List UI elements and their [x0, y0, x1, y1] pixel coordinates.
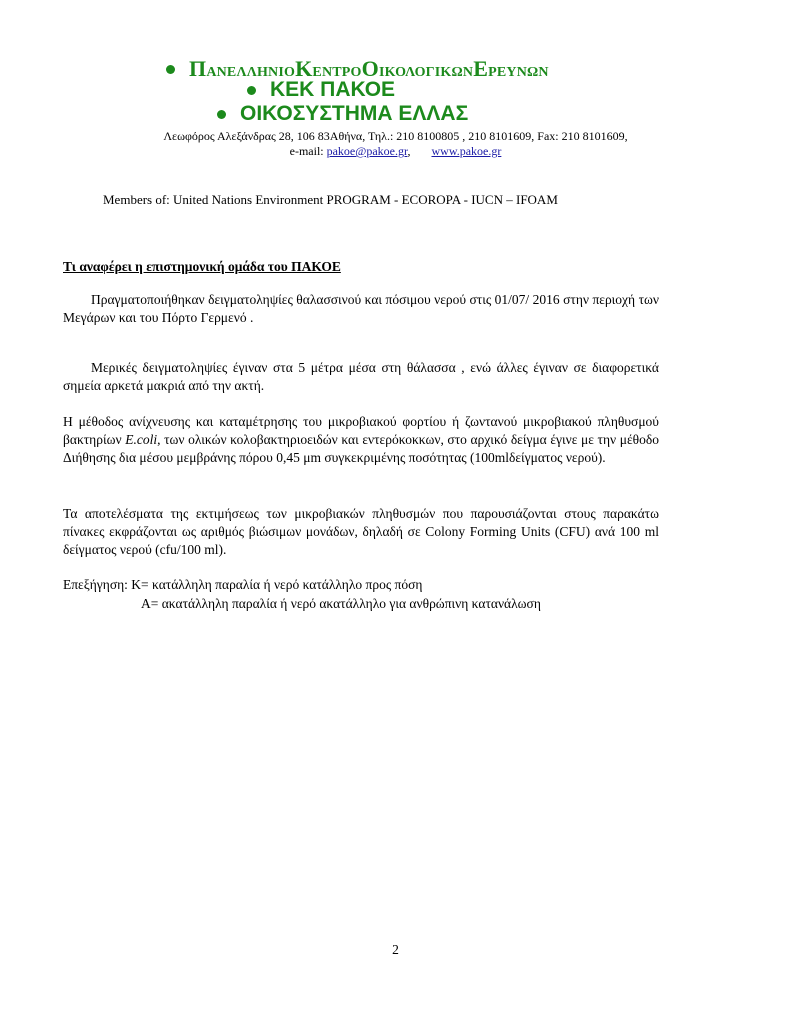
paragraph-sampling: Πραγματοποιήθηκαν δειγματοληψίες θαλασσινού και πόσιμου νερού στις 01/07/ 2016 στην περιοχή των Μεγάρων και του Πόρτο Γερμενό . — [63, 292, 659, 325]
website-link[interactable]: www.pakoe.gr — [431, 144, 502, 158]
kek-title: ΚΕΚ ΠΑΚΟΕ — [270, 78, 396, 101]
paragraph-results: Τα αποτελέσματα της εκτιμήσεως των μικροβιακών πληθυσμών που παρουσιάζονται στους παρακάτω πίνακες εκφράζονται ως αριθμός βιώσιμων μονάδων, δηλαδή σε Colony Forming Units (CFU) ανά 100 ml δείγματος νερού (cfu/100 ml). — [63, 506, 659, 557]
org-name: ΠΑΝΕΛΛΗΝΙΟΚΕΝΤΡΟΟΙΚΟΛΟΓΙΚΩΝΕΡΕΥΝΩΝ — [189, 56, 549, 81]
ecosystem-title: ΟΙΚΟΣΥΣΤΗΜΑ ΕΛΛΑΣ — [240, 102, 469, 125]
kek-line — [247, 78, 395, 102]
bullet-icon — [166, 65, 175, 74]
contact-line: e-mail: pakoe@pakoe.gr, www.pakoe.gr — [289, 144, 502, 158]
section-heading: Τι αναφέρει η επιστημονική ομάδα του ΠΑΚΟΕ — [63, 259, 341, 274]
bullet-icon — [217, 110, 226, 119]
email-label: e-mail: — [289, 144, 324, 158]
ecosystem-line — [217, 102, 468, 126]
address-line: Λεωφόρος Αλεξάνδρας 28, 106 83Αθήνα, Τηλ.: 210 8100805 , 210 8101609, Fax: 210 8101609, — [163, 129, 628, 143]
paragraph-method: Η μέθοδος ανίχνευσης και καταμέτρησης του μικροβιακού φορτίου ή ζωντανού μικροβιακού πληθυσμού βακτηρίων E.coli, των ολικών κολοβακτηριοειδών και εντερόκοκκων, στο αρχικό δείγμα έγινε με την μέθοδο Διήθησης δια μέσου μεμβράνης πόρου 0,45 μm συγκεκριμένης ποσότητας (100mlδείγματος νερού). — [63, 414, 660, 465]
explanation-k: Επεξήγηση: Κ= κατάλληλη παραλία ή νερό κατάλληλο προς πόση — [63, 577, 423, 592]
members-line: Members of: United Nations Environment PROGRAM - ECOROPA - IUCN – IFOAM — [103, 192, 558, 207]
page-number: 2 — [392, 942, 399, 957]
explanation-a: Α= ακατάλληλη παραλία ή νερό ακατάλληλο για ανθρώπινη κατανάλωση — [141, 596, 541, 611]
email-link[interactable]: pakoe@pakoe.gr — [326, 144, 408, 158]
bullet-icon — [247, 86, 256, 95]
paragraph-locations: Μερικές δειγματοληψίες έγιναν στα 5 μέτρα μέσα στη θάλασσα , ενώ άλλες έγιναν σε διαφορετικά σημεία αρκετά μακριά από την ακτή. — [63, 360, 659, 393]
